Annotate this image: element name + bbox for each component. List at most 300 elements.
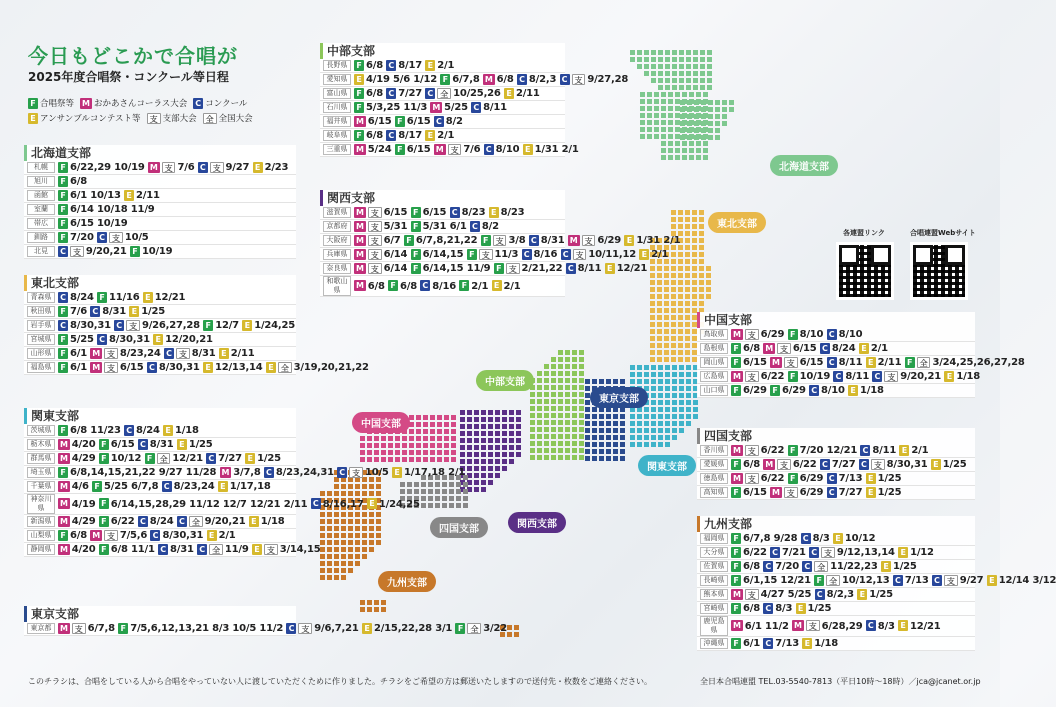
map-dot-hokkaido xyxy=(707,71,712,76)
map-dot-tohoku xyxy=(671,329,676,334)
map-dot-shikoku xyxy=(456,496,461,501)
qr-web-label: 合唱連盟Webサイト xyxy=(910,229,976,237)
map-dot-kanto xyxy=(686,379,691,384)
prefecture-row xyxy=(697,472,975,486)
map-dot-shikoku xyxy=(442,496,447,501)
prefecture-row xyxy=(697,560,975,574)
map-dot-chubu xyxy=(572,392,577,397)
map-dot-hokkaido xyxy=(647,92,652,97)
map-dot-chubu xyxy=(537,420,542,425)
map-dot-chubu xyxy=(551,357,556,362)
map-dot-chugoku xyxy=(437,450,442,455)
map-dot-hokkaido xyxy=(694,128,699,133)
event-type-tag: E xyxy=(367,498,377,509)
map-dot-tohoku xyxy=(650,322,655,327)
map-dot-hokkaido xyxy=(647,113,652,118)
map-dot-kyushu xyxy=(369,540,374,545)
map-dot-kyushu xyxy=(341,540,346,545)
map-dot-tohoku xyxy=(685,329,690,334)
event-type-tag: M xyxy=(569,235,578,245)
event-type-tag: C xyxy=(420,280,430,291)
map-dot-hokkaido xyxy=(696,141,701,146)
event-type-tag: F xyxy=(905,357,915,368)
map-dot-kanto xyxy=(637,365,642,370)
map-dot-chubu xyxy=(565,420,570,425)
map-dot-kansai xyxy=(460,424,465,429)
map-dot-chubu xyxy=(565,434,570,439)
prefecture-label: 青森県 xyxy=(27,292,55,303)
map-dot-chugoku xyxy=(360,443,365,448)
map-dot-tokyo xyxy=(585,428,590,433)
map-dot-hokkaido xyxy=(647,106,652,111)
prefecture-label: 鹿児島県 xyxy=(700,616,728,636)
map-dot-tokyo xyxy=(599,435,604,440)
event-dates: F 6/1,15 12/21 F 全 10/12,13 C 7/13 C 支 9/27 E 12/14 3/12 xyxy=(731,574,1056,587)
map-dot-kanto xyxy=(665,435,670,440)
map-dot-shikoku xyxy=(449,496,454,501)
event-type-tag: E xyxy=(218,481,228,492)
map-dot-tohoku xyxy=(664,343,669,348)
map-dot-chubu xyxy=(530,420,535,425)
map-dot-hokkaido xyxy=(703,155,708,160)
map-dot-kansai xyxy=(495,459,500,464)
map-dot-kanto xyxy=(637,372,642,377)
map-dot-hokkaido xyxy=(651,57,656,62)
branch-heading: 関東支部 xyxy=(24,408,296,424)
map-dot-hokkaido xyxy=(694,121,699,126)
map-dot-chugoku xyxy=(444,450,449,455)
event-level-tag: 支 xyxy=(368,263,382,274)
map-dot-hokkaido xyxy=(665,64,670,69)
map-dot-chubu xyxy=(572,385,577,390)
event-dates: F 6/22 C 7/21 C 支 9/12,13,14 E 1/12 xyxy=(731,546,934,559)
map-dot-chubu xyxy=(551,441,556,446)
event-type-tag: E xyxy=(124,190,134,201)
prefecture-label: 兵庫県 xyxy=(323,249,351,260)
legend-tag: C xyxy=(193,98,203,109)
map-dot-hokkaido xyxy=(722,114,727,119)
map-dot-tohoku xyxy=(685,231,690,236)
map-dot-kansai xyxy=(495,417,500,422)
map-dot-hokkaido xyxy=(701,128,706,133)
event-type-tag: F xyxy=(731,385,741,396)
event-dates: F 6/8 xyxy=(58,175,87,188)
map-dot-hokkaido xyxy=(707,50,712,55)
event-type-tag: M xyxy=(149,162,158,172)
legend-label: 全国大会 xyxy=(218,114,253,124)
event-level-tag: 支 xyxy=(506,263,520,274)
prefecture-label: 山口県 xyxy=(700,385,728,396)
map-dot-kanto xyxy=(672,407,677,412)
legend-label: コンクール xyxy=(205,99,248,109)
map-dot-tohoku xyxy=(650,357,655,362)
event-type-tag: M xyxy=(60,516,68,526)
event-dates: M 支 6/29 F 8/10 C 8/10 xyxy=(733,329,863,340)
event-type-tag: C xyxy=(872,371,882,382)
event-type-tag: C xyxy=(522,249,532,260)
map-dot-chugoku xyxy=(451,429,456,434)
map-dot-chugoku xyxy=(430,457,435,462)
map-dot-hokkaido xyxy=(708,114,713,119)
map-dot-tohoku xyxy=(657,350,662,355)
map-dot-hokkaido xyxy=(672,71,677,76)
branch-heading: 東北支部 xyxy=(24,275,296,291)
map-dot-kanto xyxy=(679,393,684,398)
map-dot-kanto xyxy=(672,379,677,384)
map-dot-chubu xyxy=(579,420,584,425)
map-dot-tokyo xyxy=(585,414,590,419)
map-dot-hokkaido xyxy=(644,71,649,76)
prefecture-label: 高知県 xyxy=(700,487,728,498)
map-dot-kyushu xyxy=(355,519,360,524)
map-dot-shikoku xyxy=(463,503,468,508)
event-type-tag: M xyxy=(60,453,68,463)
map-dot-kansai xyxy=(516,452,521,457)
map-dot-tohoku xyxy=(650,329,655,334)
map-dot-tohoku xyxy=(692,252,697,257)
map-dot-hokkaido xyxy=(680,114,685,119)
event-type-tag: F xyxy=(354,60,364,71)
map-dot-kyushu xyxy=(369,484,374,489)
legend-item xyxy=(80,99,187,109)
map-dot-chubu xyxy=(551,399,556,404)
event-dates: M 支 6/14 F 6/14,15 11/9 F 支 2/21,22 C 8/11 E 12/21 xyxy=(356,263,648,274)
map-dot-chugoku xyxy=(402,450,407,455)
map-dot-kyushu xyxy=(514,632,519,637)
map-dot-tokyo xyxy=(599,379,604,384)
map-dot-kyushu xyxy=(369,491,374,496)
map-dot-chubu xyxy=(565,427,570,432)
map-dot-hokkaido xyxy=(658,57,663,62)
map-dot-tokyo xyxy=(585,449,590,454)
map-dot-hokkaido xyxy=(661,106,666,111)
map-dot-tohoku xyxy=(699,287,704,292)
map-dot-kyushu xyxy=(355,491,360,496)
map-dot-kansai xyxy=(502,417,507,422)
prefecture-label: 東京都 xyxy=(27,623,55,634)
map-dot-chubu xyxy=(565,385,570,390)
map-dot-hokkaido xyxy=(668,106,673,111)
event-type-tag: M xyxy=(772,487,780,497)
legend-item xyxy=(193,99,247,109)
map-dot-chugoku xyxy=(451,443,456,448)
branch-heading: 九州支部 xyxy=(697,516,975,532)
map-dot-tohoku xyxy=(699,280,704,285)
map-dot-tohoku xyxy=(678,259,683,264)
map-dot-chubu xyxy=(565,392,570,397)
event-type-tag: C xyxy=(860,445,870,456)
map-dot-kyushu xyxy=(327,519,332,524)
event-type-tag: C xyxy=(138,516,148,527)
event-type-tag: M xyxy=(356,263,364,273)
map-dot-kyushu xyxy=(327,568,332,573)
branch-heading: 東京支部 xyxy=(24,606,296,622)
map-dot-tokyo xyxy=(592,407,597,412)
map-dot-kyushu xyxy=(374,600,379,605)
map-dot-tohoku xyxy=(692,238,697,243)
map-dot-hokkaido xyxy=(661,113,666,118)
map-dot-shikoku xyxy=(463,496,468,501)
map-dot-kansai xyxy=(495,424,500,429)
map-dot-tokyo xyxy=(599,449,604,454)
event-type-tag: C xyxy=(815,589,825,600)
event-dates: F 6/8 M 支 6/22 C 7/27 C 支 8/30,31 E 1/25 xyxy=(731,458,967,471)
map-dot-chugoku xyxy=(374,443,379,448)
map-dot-kanto xyxy=(658,421,663,426)
prefecture-row xyxy=(24,466,466,480)
map-dot-kansai xyxy=(481,459,486,464)
map-dot-kyushu xyxy=(327,512,332,517)
event-dates: F 6/8 C 7/20 C 全 11/22,23 E 1/25 xyxy=(731,560,917,573)
map-dot-kanto xyxy=(644,407,649,412)
map-dot-hokkaido xyxy=(694,107,699,112)
map-dot-chugoku xyxy=(430,422,435,427)
prefecture-row xyxy=(24,529,296,543)
prefecture-label: 群馬県 xyxy=(27,453,55,464)
event-type-tag: F xyxy=(203,320,213,331)
event-type-tag: M xyxy=(772,357,780,367)
event-level-tag: 全 xyxy=(278,362,292,373)
map-dot-chugoku xyxy=(374,457,379,462)
map-dot-kanto xyxy=(658,442,663,447)
event-dates: F 6/8 M 支 7/5,6 C 8/30,31 E 2/1 xyxy=(58,529,236,542)
event-dates: C 8/30,31 C 支 9/26,27,28 F 12/7 E 1/24,25 xyxy=(58,319,295,332)
event-type-tag: F xyxy=(58,334,68,345)
map-dot-chugoku xyxy=(374,436,379,441)
map-label-kansai: 関西支部 xyxy=(508,512,566,533)
map-dot-kanto xyxy=(665,400,670,405)
map-dot-hokkaido xyxy=(693,64,698,69)
map-dot-kansai xyxy=(460,431,465,436)
map-dot-tohoku xyxy=(678,308,683,313)
map-dot-kyushu xyxy=(362,484,367,489)
map-dot-tohoku xyxy=(664,329,669,334)
legend-label: 合唱祭等 xyxy=(40,99,75,109)
map-dot-kyushu xyxy=(348,512,353,517)
map-dot-tohoku xyxy=(671,350,676,355)
map-dot-tohoku xyxy=(706,266,711,271)
branch-panel-chubu xyxy=(320,43,629,157)
event-type-tag: F xyxy=(92,481,102,492)
event-level-tag: 支 xyxy=(104,348,118,359)
map-dot-kanto xyxy=(651,428,656,433)
map-dot-chubu xyxy=(551,434,556,439)
map-dot-kansai xyxy=(488,459,493,464)
map-dot-chubu xyxy=(530,441,535,446)
map-dot-hokkaido xyxy=(693,85,698,90)
map-dot-hokkaido xyxy=(668,134,673,139)
map-dot-tohoku xyxy=(699,210,704,215)
map-dot-chugoku xyxy=(402,436,407,441)
map-dot-kanto xyxy=(630,414,635,419)
map-dot-kanto xyxy=(637,379,642,384)
map-label-kanto: 関東支部 xyxy=(638,455,696,476)
prefecture-row xyxy=(697,444,975,458)
map-dot-chubu xyxy=(572,448,577,453)
map-dot-shikoku xyxy=(414,482,419,487)
map-dot-kansai xyxy=(488,445,493,450)
map-dot-kyushu xyxy=(341,484,346,489)
map-dot-tohoku xyxy=(685,259,690,264)
map-dot-tohoku xyxy=(650,308,655,313)
map-dot-chubu xyxy=(565,399,570,404)
event-type-tag: C xyxy=(311,498,321,509)
event-level-tag: 支 xyxy=(109,232,123,243)
map-dot-kansai xyxy=(509,438,514,443)
map-dot-kyushu xyxy=(348,526,353,531)
map-dot-tohoku xyxy=(671,273,676,278)
map-dot-kanto xyxy=(658,372,663,377)
event-level-tag: 支 xyxy=(126,320,140,331)
map-dot-tohoku xyxy=(685,210,690,215)
map-dot-tohoku xyxy=(699,238,704,243)
map-dot-tohoku xyxy=(685,287,690,292)
map-dot-kansai xyxy=(516,424,521,429)
event-type-tag: F xyxy=(770,385,780,396)
prefecture-label: 神奈川県 xyxy=(27,494,55,514)
map-dot-tokyo xyxy=(613,414,618,419)
event-type-tag: F xyxy=(395,116,405,127)
map-dot-kansai xyxy=(481,431,486,436)
map-dot-tohoku xyxy=(650,273,655,278)
prefecture-row xyxy=(320,262,648,276)
map-dot-tohoku xyxy=(685,245,690,250)
map-dot-tohoku xyxy=(650,294,655,299)
map-dot-chubu xyxy=(544,385,549,390)
map-dot-kyushu xyxy=(334,540,339,545)
event-level-tag: 全 xyxy=(917,357,931,368)
map-dot-tohoku xyxy=(650,350,655,355)
map-dot-chugoku xyxy=(388,457,393,462)
prefecture-label: 旭川 xyxy=(27,176,55,187)
map-dot-hokkaido xyxy=(668,148,673,153)
map-dot-hokkaido xyxy=(701,135,706,140)
prefecture-label: 室蘭 xyxy=(27,204,55,215)
map-dot-tohoku xyxy=(650,287,655,292)
map-dot-chubu xyxy=(537,455,542,460)
prefecture-row xyxy=(320,87,565,101)
prefecture-row xyxy=(24,305,296,319)
map-dot-hokkaido xyxy=(696,92,701,97)
map-dot-hokkaido xyxy=(640,106,645,111)
event-type-tag: E xyxy=(354,74,364,85)
map-dot-chubu xyxy=(551,364,556,369)
map-dot-kanto xyxy=(679,407,684,412)
map-dot-chubu xyxy=(579,371,584,376)
map-dot-hokkaido xyxy=(644,57,649,62)
branch-heading: 中部支部 xyxy=(320,43,565,59)
prefecture-row xyxy=(24,203,296,217)
event-level-tag: 支 xyxy=(821,547,835,558)
map-dot-hokkaido xyxy=(693,57,698,62)
event-dates: M 6/15 F 6/15 C 8/2 xyxy=(356,116,463,127)
event-type-tag: E xyxy=(489,207,499,218)
map-dot-chugoku xyxy=(451,450,456,455)
map-dot-tohoku xyxy=(657,315,662,320)
map-dot-chubu xyxy=(579,392,584,397)
event-dates: F 5/3,25 11/3 M 5/25 C 8/11 xyxy=(354,101,507,114)
map-dot-hokkaido xyxy=(700,71,705,76)
map-dot-tohoku xyxy=(657,329,662,334)
qr-branch-link[interactable] xyxy=(836,242,894,300)
map-dot-tokyo xyxy=(620,414,625,419)
map-dot-kyushu xyxy=(362,533,367,538)
map-dot-chugoku xyxy=(430,443,435,448)
event-type-tag: F xyxy=(404,235,414,246)
map-dot-tokyo xyxy=(613,428,618,433)
map-dot-tohoku xyxy=(664,315,669,320)
map-dot-hokkaido xyxy=(679,85,684,90)
legend-tag: E xyxy=(28,113,38,124)
map-dot-hokkaido xyxy=(715,107,720,112)
qr-website[interactable] xyxy=(910,242,968,300)
map-dot-hokkaido xyxy=(700,57,705,62)
prefecture-row xyxy=(24,424,296,438)
map-dot-chubu xyxy=(558,357,563,362)
map-dot-hokkaido xyxy=(700,78,705,83)
map-dot-tohoku xyxy=(657,357,662,362)
map-dot-tokyo xyxy=(606,379,611,384)
map-dot-tokyo xyxy=(606,428,611,433)
event-level-tag: 支 xyxy=(944,575,958,586)
map-dot-chubu xyxy=(537,427,542,432)
map-dot-chubu xyxy=(558,371,563,376)
event-dates: M 支 6/7,8 F 7/5,6,12,13,21 8/3 10/5 11/2 C 支 9/6,7,21 E 2/15,22,28 3/1 F 全 3/22 xyxy=(60,623,508,634)
prefecture-row xyxy=(24,217,296,231)
map-dot-kansai xyxy=(502,438,507,443)
map-dot-kanto xyxy=(651,414,656,419)
map-dot-hokkaido xyxy=(675,92,680,97)
map-dot-kansai xyxy=(495,466,500,471)
map-dot-kanto xyxy=(665,428,670,433)
prefecture-label: 愛媛県 xyxy=(700,459,728,470)
legend-item xyxy=(28,99,74,109)
map-dot-chugoku xyxy=(444,422,449,427)
map-dot-kyushu xyxy=(334,575,339,580)
event-level-tag: 全 xyxy=(467,623,481,634)
map-dot-shikoku xyxy=(442,503,447,508)
map-dot-chubu xyxy=(544,406,549,411)
event-type-tag: C xyxy=(386,130,396,141)
map-dot-hokkaido xyxy=(703,92,708,97)
map-dot-kyushu xyxy=(327,526,332,531)
map-dot-kanto xyxy=(644,379,649,384)
map-dot-kyushu xyxy=(362,512,367,517)
event-level-tag: 支 xyxy=(210,162,224,173)
event-type-tag: F xyxy=(411,221,421,232)
map-dot-kyushu xyxy=(320,512,325,517)
map-dot-hokkaido xyxy=(668,113,673,118)
map-dot-kansai xyxy=(481,473,486,478)
map-dot-tohoku xyxy=(678,210,683,215)
prefecture-label: 石川県 xyxy=(323,102,351,113)
event-type-tag: C xyxy=(801,533,811,544)
event-dates: M 支 4/27 5/25 C 8/2,3 E 1/25 xyxy=(733,589,893,600)
event-type-tag: E xyxy=(242,320,252,331)
map-dot-tohoku xyxy=(685,322,690,327)
map-dot-tohoku xyxy=(664,266,669,271)
map-dot-shikoku xyxy=(442,482,447,487)
event-dates: E 4/19 5/6 1/12 F 6/7,8 M 6/8 C 8/2,3 C 支 9/27,28 xyxy=(354,73,628,86)
map-dot-hokkaido xyxy=(693,50,698,55)
map-dot-kansai xyxy=(474,431,479,436)
map-dot-chugoku xyxy=(444,415,449,420)
event-type-tag: E xyxy=(944,371,954,382)
map-dot-kyushu xyxy=(376,484,381,489)
map-dot-chubu xyxy=(558,448,563,453)
map-label-tokyo: 東京支部 xyxy=(590,387,648,408)
map-dot-kansai xyxy=(502,410,507,415)
